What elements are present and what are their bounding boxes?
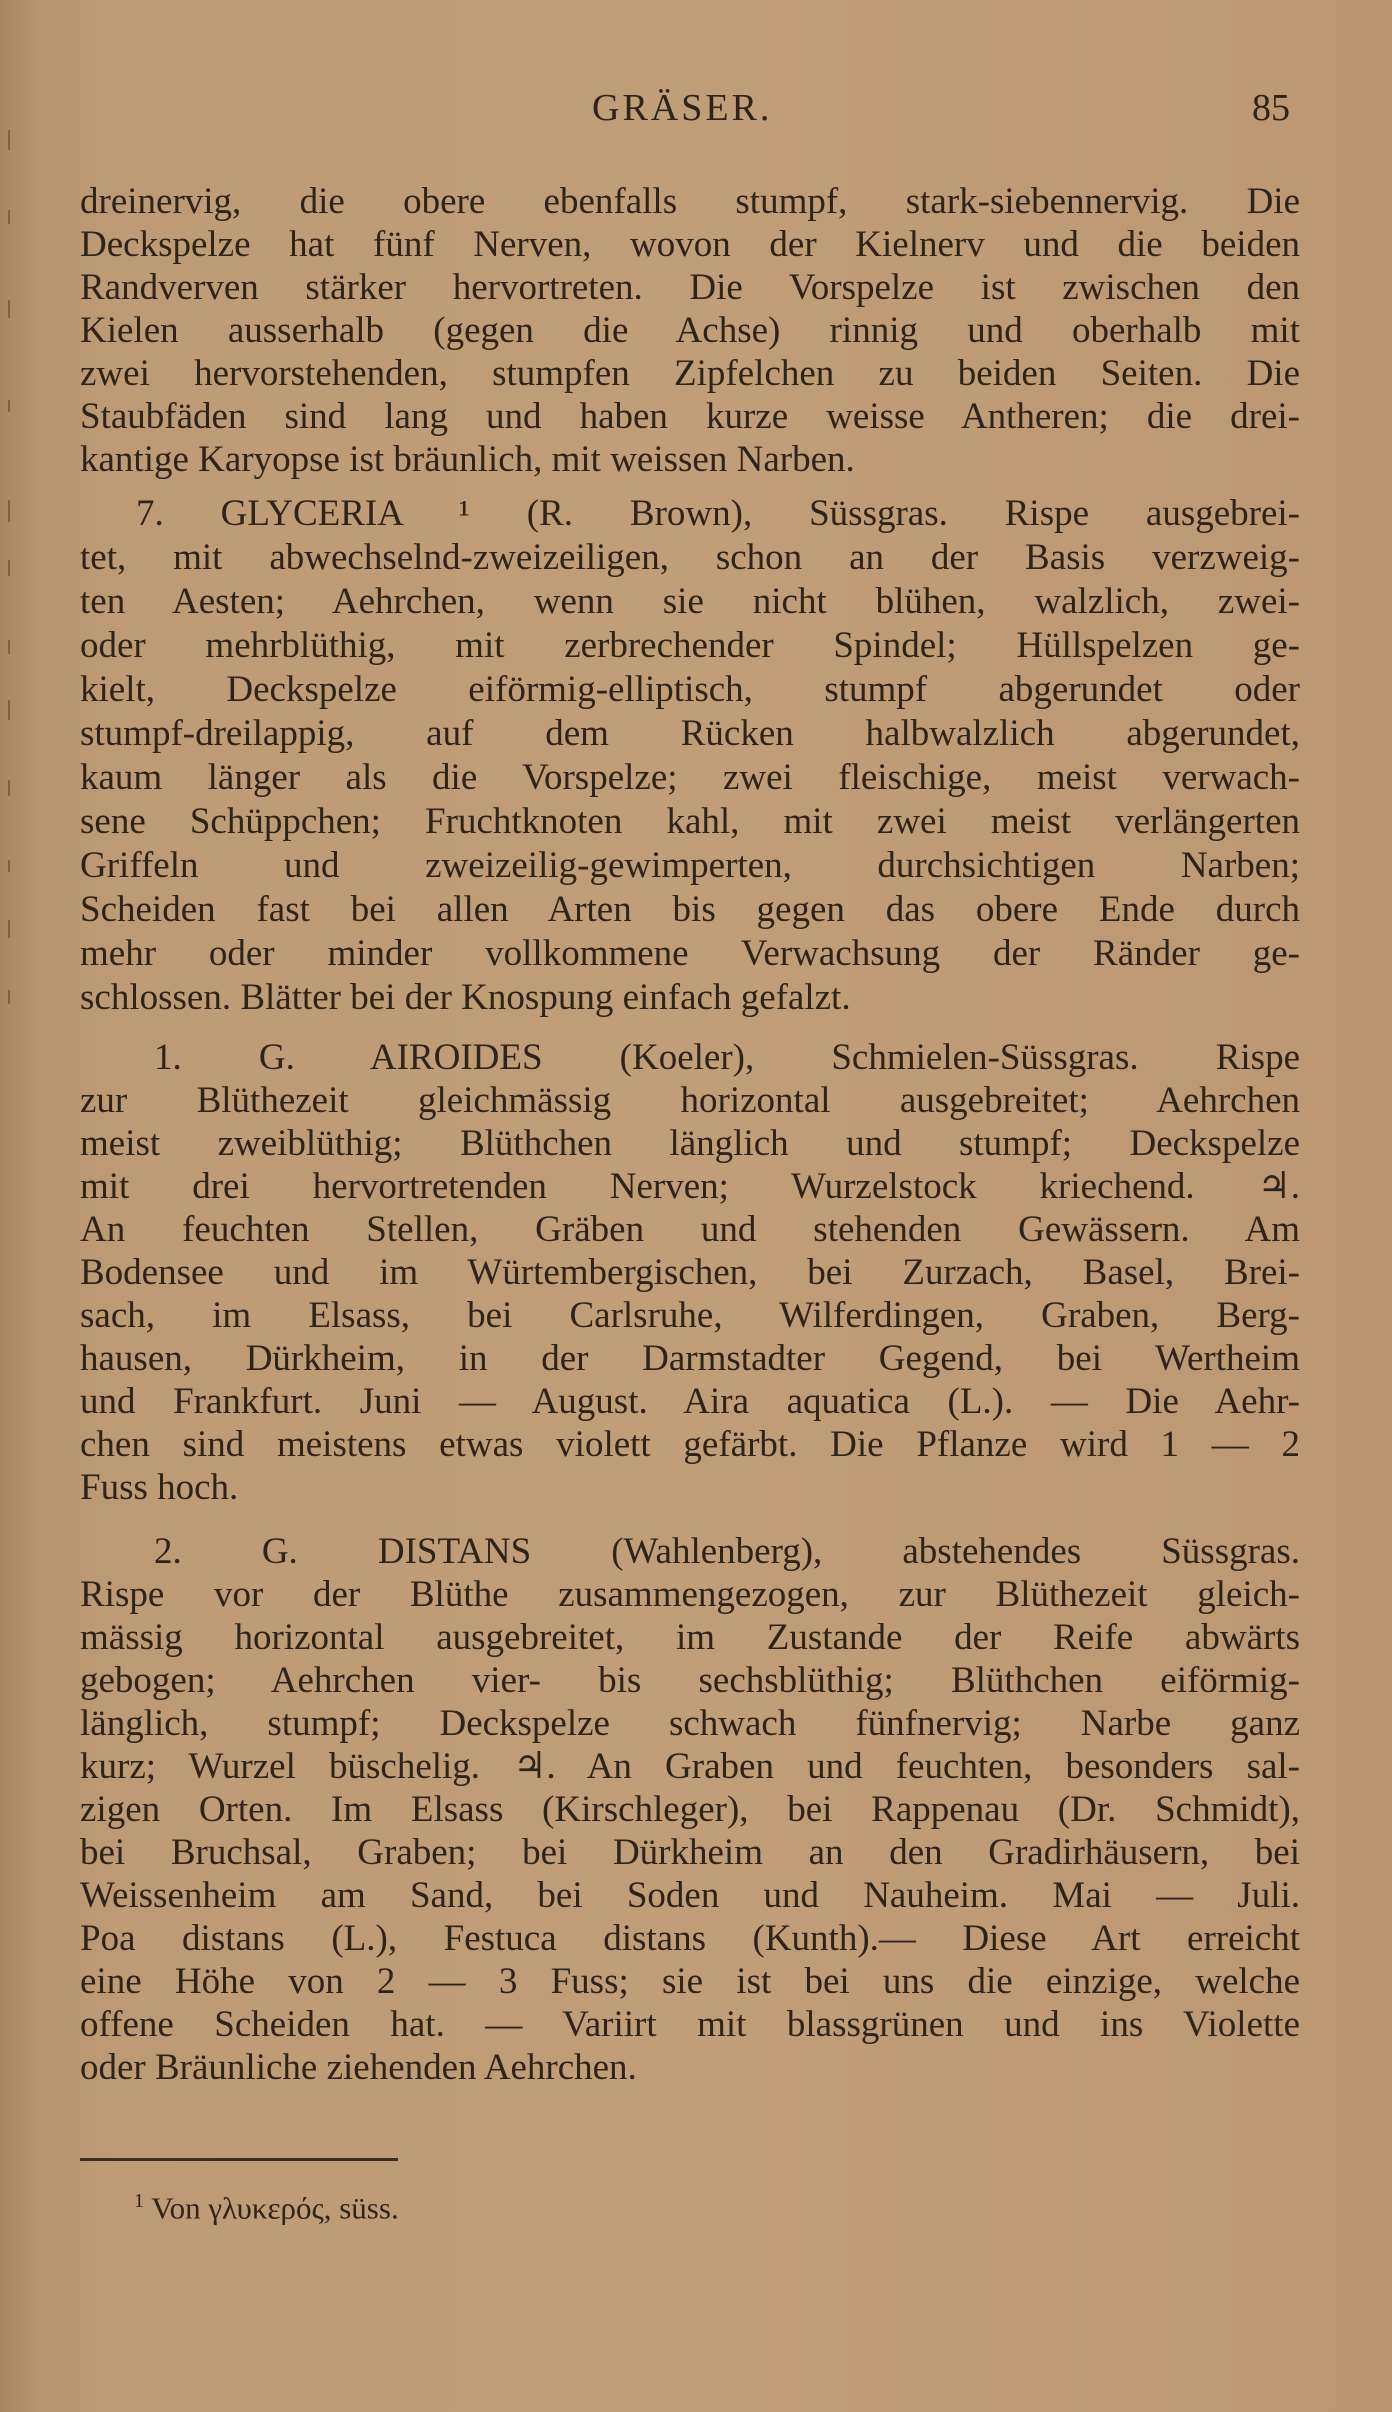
text-line: sach, im Elsass, bei Carlsruhe, Wilferdingen, Graben, Berg- (80, 1295, 1300, 1336)
footnote-rule (80, 2158, 398, 2161)
text-line: mit drei hervortretenden Nerven; Wurzelstock kriechend. ♃. (80, 1166, 1300, 1207)
text-line: eine Höhe von 2 — 3 Fuss; sie ist bei uns die einzige, welche (80, 1961, 1300, 2002)
text-line: mässig horizontal ausgebreitet, im Zustande der Reife abwärts (80, 1617, 1300, 1658)
species-heading-line: 2. G. DISTANS (Wahlenberg), abstehendes Süssgras. (154, 1531, 1300, 1572)
text-line: Poa distans (L.), Festuca distans (Kunth).— Diese Art erreicht (80, 1918, 1300, 1959)
text-line: mehr oder minder vollkommene Verwachsung der Ränder ge- (80, 933, 1300, 974)
text-line: Deckspelze hat fünf Nerven, wovon der Kielnerv und die beiden (80, 224, 1300, 265)
genus-heading-line: 7. GLYCERIA ¹ (R. Brown), Süssgras. Rispe ausgebrei- (136, 493, 1300, 534)
text-line: Bodensee und im Würtembergischen, bei Zurzach, Basel, Brei- (80, 1252, 1300, 1293)
text-line: Kielen ausserhalb (gegen die Achse) rinnig und oberhalb mit (80, 310, 1300, 351)
footnote-text: Von γλυκερός, süss. (151, 2190, 399, 2226)
text-line: ten Aesten; Aehrchen, wenn sie nicht blühen, walzlich, zwei- (80, 581, 1300, 622)
text-line: Randverven stärker hervortreten. Die Vorspelze ist zwischen den (80, 267, 1300, 308)
text-line: hausen, Dürkheim, in der Darmstadter Gegend, bei Wertheim (80, 1338, 1300, 1379)
footnote-marker: 1 (134, 2190, 144, 2212)
footnote (134, 2190, 399, 2226)
species-heading-line: 1. G. AIROIDES (Koeler), Schmielen-Süssgras. Rispe (154, 1037, 1300, 1078)
text-line: kantige Karyopse ist bräunlich, mit weissen Narben. (80, 439, 855, 480)
section-title: GRÄSER. (592, 87, 773, 129)
text-line: Rispe vor der Blüthe zusammengezogen, zur Blüthezeit gleich- (80, 1574, 1300, 1615)
text-line: schlossen. Blätter bei der Knospung einfach gefalzt. (80, 977, 851, 1018)
page-number: 85 (1252, 87, 1290, 129)
text-line: gebogen; Aehrchen vier- bis sechsblüthig; Blüthchen eiförmig- (80, 1660, 1300, 1701)
text-line: Griffeln und zweizeilig-gewimperten, durchsichtigen Narben; (80, 845, 1300, 886)
text-line: kielt, Deckspelze eiförmig-elliptisch, stumpf abgerundet oder (80, 669, 1300, 710)
text-line: zigen Orten. Im Elsass (Kirschleger), bei Rappenau (Dr. Schmidt), (80, 1789, 1300, 1830)
text-line: meist zweiblüthig; Blüthchen länglich und stumpf; Deckspelze (80, 1123, 1300, 1164)
text-line: Fuss hoch. (80, 1467, 239, 1508)
text-line: zwei hervorstehenden, stumpfen Zipfelchen zu beiden Seiten. Die (80, 353, 1300, 394)
running-head (0, 86, 1392, 136)
text-line: bei Bruchsal, Graben; bei Dürkheim an den Gradirhäusern, bei (80, 1832, 1300, 1873)
text-line: chen sind meistens etwas violett gefärbt. Die Pflanze wird 1 — 2 (80, 1424, 1300, 1465)
text-line: sene Schüppchen; Fruchtknoten kahl, mit zwei meist verlängerten (80, 801, 1300, 842)
text-line: stumpf-dreilappig, auf dem Rücken halbwalzlich abgerundet, (80, 713, 1300, 754)
text-line: dreinervig, die obere ebenfalls stumpf, stark-siebennervig. Die (80, 181, 1300, 222)
text-line: kaum länger als die Vorspelze; zwei fleischige, meist verwach- (80, 757, 1300, 798)
text-line: offene Scheiden hat. — Variirt mit blassgrünen und ins Violette (80, 2004, 1300, 2045)
text-line: tet, mit abwechselnd-zweizeiligen, schon an der Basis verzweig- (80, 537, 1300, 578)
text-line: Weissenheim am Sand, bei Soden und Nauheim. Mai — Juli. (80, 1875, 1300, 1916)
text-line: oder mehrblüthig, mit zerbrechender Spindel; Hüllspelzen ge- (80, 625, 1300, 666)
page-edge-shadow (0, 0, 30, 1100)
text-line: Scheiden fast bei allen Arten bis gegen das obere Ende durch (80, 889, 1300, 930)
text-line: oder Bräunliche ziehenden Aehrchen. (80, 2047, 637, 2088)
text-line: Staubfäden sind lang und haben kurze weisse Antheren; die drei- (80, 396, 1300, 437)
text-line: kurz; Wurzel büschelig. ♃. An Graben und feuchten, besonders sal- (80, 1746, 1300, 1787)
text-line: zur Blüthezeit gleichmässig horizontal ausgebreitet; Aehrchen (80, 1080, 1300, 1121)
text-line: und Frankfurt. Juni — August. Aira aquatica (L.). — Die Aehr- (80, 1381, 1300, 1422)
text-line: An feuchten Stellen, Gräben und stehenden Gewässern. Am (80, 1209, 1300, 1250)
text-line: länglich, stumpf; Deckspelze schwach fünfnervig; Narbe ganz (80, 1703, 1300, 1744)
